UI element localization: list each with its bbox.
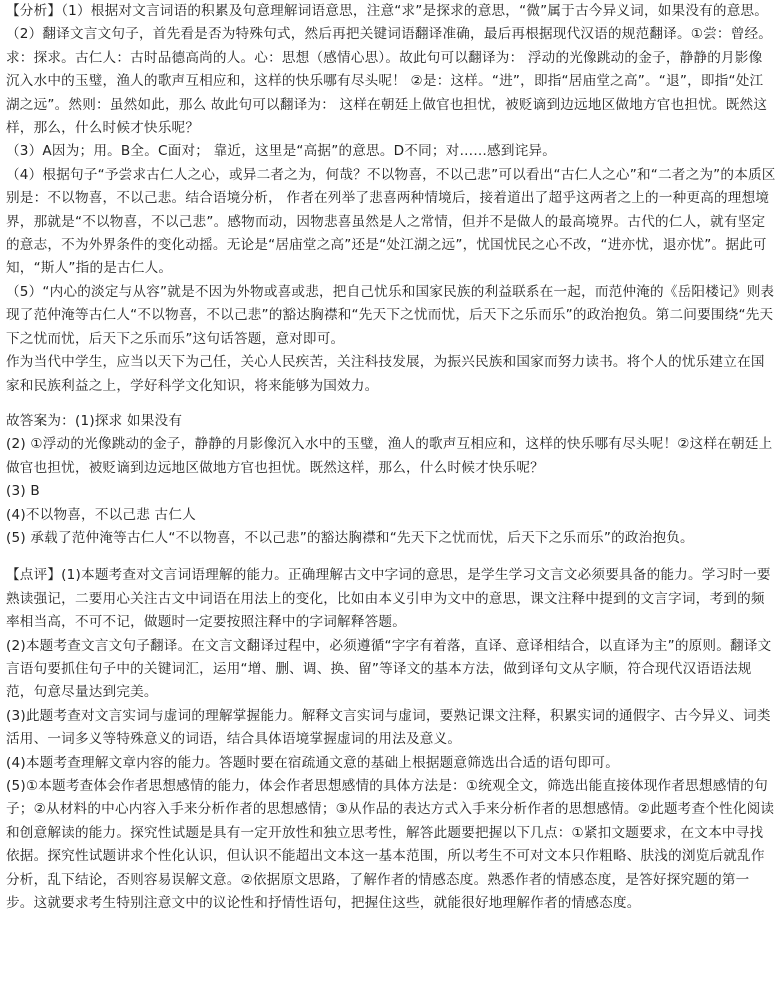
analysis-paragraph-4: （4）根据句子“予尝求古仁人之心，或异二者之为，何哉？不以物喜，不以己悲”可以看出“古仁人之心”和“二者之为”的本质区别是：不以物喜，不以己悲。结合语境分析， 作者在列举了悲喜两种情境后，接着道出了超乎这两者之上的一种更高的理想境界，那就是“不以物喜，不以己悲”。感物而动，因物悲喜虽然是人之常情，但并不是做人的最高境界。古代的仁人，就有坚定的意志，不为外界条件的变化动摇。无论是“居庙堂之高”还是“处江湖之远”，忧国忧民之心不改，“进亦忧，退亦忧”。据此可知，“斯人”指的是古仁人。 [6, 166, 776, 277]
analysis-paragraph-3: （3）A因为；用。B全。C面对； 靠近，这里是“高据”的意思。D不同；对……感到诧异。 [6, 143, 557, 160]
answer-line-3: (3) B [6, 483, 40, 500]
spacer [6, 398, 776, 410]
answer-line-4: (4)不以物喜，不以己悲 古仁人 [6, 506, 196, 523]
answer-line-5: (5) 承载了范仲淹等古仁人“不以物喜，不以己悲”的豁达胸襟和“先天下之忧而忧，后天下之乐而乐”的政治抱负。 [6, 529, 694, 546]
analysis-paragraph-1: 【分析】（1）根据对文言词语的积累及句意理解词语意思，注意“求”是探求的意思，“微”属于古今异义词，如果没有的意思。 [6, 3, 769, 19]
comment-paragraph-1: 【点评】(1)本题考查对文言词语理解的能力。正确理解古文中字词的意思，是学生学习文言文必须要具备的能力。学习时一要熟读强记，二要用心关注古文中词语在用法上的变化，比如由本义引申为文中的意思，课文注释中提到的文言字词，考到的频率相当高，不可不记，做题时一定要按照注释中的字词解释答题。 [6, 567, 771, 631]
answer-heading-line: 故答案为：(1)探求 如果没有 [6, 412, 183, 429]
comment-paragraph-3: (3)此题考查对文言实词与虚词的理解掌握能力。解释文言实词与虚词，要熟记课文注释，积累实词的通假字、古今异义、词类活用、一词多义等特殊意义的词语，结合具体语境掌握虚词的用法及意义。 [6, 707, 771, 748]
comment-paragraph-5: (5)①本题考查体会作者思想感情的能力，体会作者思想感情的具体方法是：①统观全文，筛选出能直接体现作者思想感情的句子；②从材料的中心内容入手来分析作者的思想感情；③从作品的表达方式入手来分析作者的思想感情。②此题考查个性化阅读和创意解读的能力。探究性试题是具有一定开放性和独立思考性，解答此题要把握以下几点：①紧扣文题要求，在文本中寻找依据。探究性试题讲求个性化认识，但认识不能超出文本这一基本范围，所以考生不可对文本只作粗略、肤浅的浏览后就乱作分析，乱下结论，否则容易误解文意。②依据原文思路，了解作者的情感态度。熟悉作者的情感态度，是答好探究题的第一步。这就要求考生特别注意文中的议论性和抒情性语句，把握住这些，就能很好地理解作者的情感态度。 [6, 778, 775, 912]
answer-line-2: (2) ①浮动的光像跳动的金子，静静的月影像沉入水中的玉璧，渔人的歌声互相应和，这样的快乐哪有尽头呢！②这样在朝廷上做官也担忧，被贬谪到边远地区做地方官也担忧。既然这样，那么，什么时候才快乐呢？ [6, 436, 773, 476]
analysis-paragraph-6: 作为当代中学生，应当以天下为己任，关心人民疾苦，关注科技发展，为振兴民族和国家而努力读书。将个人的忧乐建立在国家和民族利益之上，学好科学文化知识，将来能够为国效力。 [6, 354, 765, 394]
comment-paragraph-4: (4)本题考查理解文章内容的能力。答题时要在宿疏通文意的基础上根据题意筛选出合适的语句即可。 [6, 754, 619, 771]
analysis-paragraph-5: （5）“内心的淡定与从容”就是不因为外物或喜或悲，把自己忧乐和国家民族的利益联系在一起，而范仲淹的《岳阳楼记》则表现了范仲淹等古仁人“不以物喜，不以己悲”的豁达胸襟和“先天下之忧而忧，后天下之乐而乐”的政治抱负。第二问要围绕“先天下之忧而忧，后天下之乐而乐”这句话答题，意对即可。 [6, 283, 775, 347]
answer-section [6, 410, 776, 550]
comment-section [6, 564, 776, 915]
comment-paragraph-2: (2)本题考查文言文句子翻译。在文言文翻译过程中，必须遵循“字字有着落，直译、意译相结合，以直译为主”的原则。翻译文言语句要抓住句子中的关键词汇，运用“增、删、调、换、留”等译文的基本方法，做到译句文从字顺，符合现代汉语语法规范，句意尽量达到完美。 [6, 637, 772, 701]
spacer [6, 550, 776, 564]
analysis-paragraph-2: （2）翻译文言文句子，首先看是否为特殊句式，然后再把关键词语翻译准确，最后再根据现代汉语的规范翻译。①尝：曾经。求：探求。古仁人：古时品德高尚的人。心：思想（感情心思）。故此句可以翻译为： 浮动的光像跳动的金子，静静的月影像沉入水中的玉璧，渔人的歌声互相应和，这样的快乐哪有尽头呢！ ②是：这样。“进”，即指“居庙堂之高”。“退”，即指“处江湖之远”。然则：虽然如此，那么 故此句可以翻译为： 这样在朝廷上做官也担忧，被贬谪到边远地区做地方官也担忧。既然这样，那么，什么时候才快乐呢？ [6, 26, 773, 137]
analysis-section [6, 0, 776, 398]
